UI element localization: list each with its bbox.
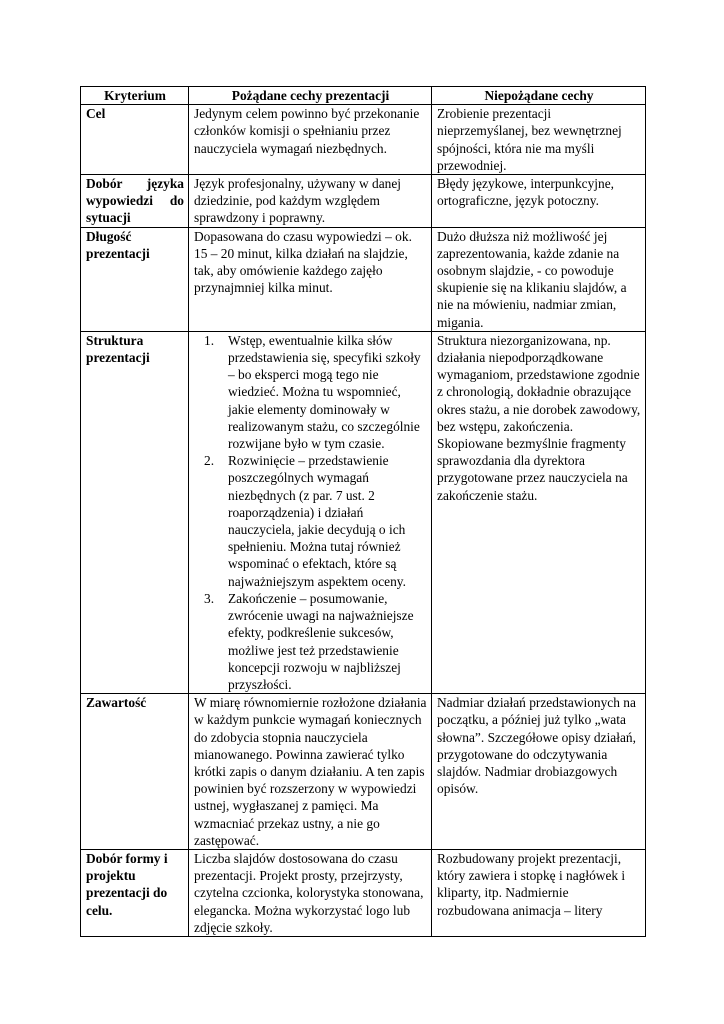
table-row-language [81,175,646,228]
undesired-cell: Zrobienie prezentacji nieprzemyślanej, bez wewnętrznej spójności, która nie ma myśli przewodniej. [432,105,646,175]
list-item: Zakończenie – posumowanie, zwrócenie uwagi na najważniejsze efekty, podkreślenie sukcesów, możliwe jest też przedstawienie koncepcji rozwoju w najbliższej przyszłości. [228,590,414,692]
criteria-table [80,86,646,937]
desired-cell: Dopasowana do czasu wypowiedzi – ok. 15 – 20 minut, kilka działań na slajdzie, tak, aby omówienie każdego zajęło przynajmniej kilka minut. [189,227,432,331]
header-undesired-features: Niepożądane cechy [432,87,646,105]
table-row-length [81,227,646,331]
table-row-structure [81,331,646,693]
table-row-form-design [81,849,646,936]
undesired-cell: Błędy językowe, interpunkcyjne, ortograficzne, język potoczny. [432,175,646,228]
desired-cell [189,331,432,693]
criterion-cell: Dobór języka wypowiedzi do sytuacji [81,175,189,228]
desired-cell: Język profesjonalny, używany w danej dziedzinie, pod każdym względem sprawdzony i poprawny. [189,175,432,228]
table-row-goal [81,105,646,175]
desired-cell: Liczba slajdów dostosowana do czasu prezentacji. Projekt prosty, przejrzysty, czytelna czcionka, kolorystyka stonowana, elegancka. Można wykorzystać logo lub zdjęcie szkoły. [189,849,432,936]
criterion-cell: Dobór formy i projektu prezentacji do celu. [81,849,189,936]
criterion-cell: Długość prezentacji [81,227,189,331]
header-desired-features: Pożądane cechy prezentacji [189,87,432,105]
desired-cell: Jedynym celem powinno być przekonanie członków komisji o spełnianiu przez nauczyciela wymagań niezbędnych. [189,105,432,175]
criterion-cell: Struktura prezentacji [81,331,189,693]
table-header-row [81,87,646,105]
criterion-cell: Zawartość [81,694,189,850]
undesired-cell: Rozbudowany projekt prezentacji, który zawiera i stopkę i nagłówek i kliparty, itp. Nadmiernie rozbudowana animacja – litery [432,849,646,936]
criterion-cell: Cel [81,105,189,175]
undesired-cell: Dużo dłuższa niż możliwość jej zaprezentowania, każde zdanie na osobnym slajdzie, - co powoduje skupienie się na klikaniu slajdów, a nie na mówieniu, nadmiar zmian, migania. [432,227,646,331]
structure-steps-list [194,332,427,693]
undesired-cell: Struktura niezorganizowana, np. działania niepodporządkowane wymaganiom, przedstawione zgodnie z chronologią, dokładnie obrazujące okres stażu, a nie dorobek zawodowy, bez wstępu, zakończenia. Skopiowane bezmyślnie fragmenty sprawozdania dla dyrektora przygotowane przez nauczyciela na zakończenie stażu. [432,331,646,693]
header-criterion: Kryterium [81,87,189,105]
undesired-cell: Nadmiar działań przedstawionych na początku, a później już tylko „wata słowna”. Szczegółowe opisy działań, przygotowane do odczytywania slajdów. Nadmiar drobiazgowych opisów. [432,694,646,850]
table-row-content [81,694,646,850]
list-item: Rozwinięcie – przedstawienie poszczególnych wymagań niezbędnych (z par. 7 ust. 2 roaporządzenia) i działań nauczyciela, jakie decydują o ich spełnieniu. Można tutaj również wspominać o efektach, które są najważniejszym aspektem oceny. [228,453,406,589]
list-item: Wstęp, ewentualnie kilka słów przedstawienia się, specyfiki szkoły – bo eksperci mogą tego nie wiedzieć. Można tu wspomnieć, jakie elementy dominowały w realizowanym stażu, co szczególnie rozwijane było w tym czasie. [228,332,421,452]
desired-cell: W miarę równomiernie rozłożone działania w każdym punkcie wymagań koniecznych do zdobycia stopnia nauczyciela mianowanego. Powinna zawierać tylko krótki zapis o danym działaniu. A ten zapis powinien być rozszerzony w wypowiedzi ustnej, wygłaszanej z pamięci. Ma wzmacniać przekaz ustny, a nie go zastępować. [189,694,432,850]
